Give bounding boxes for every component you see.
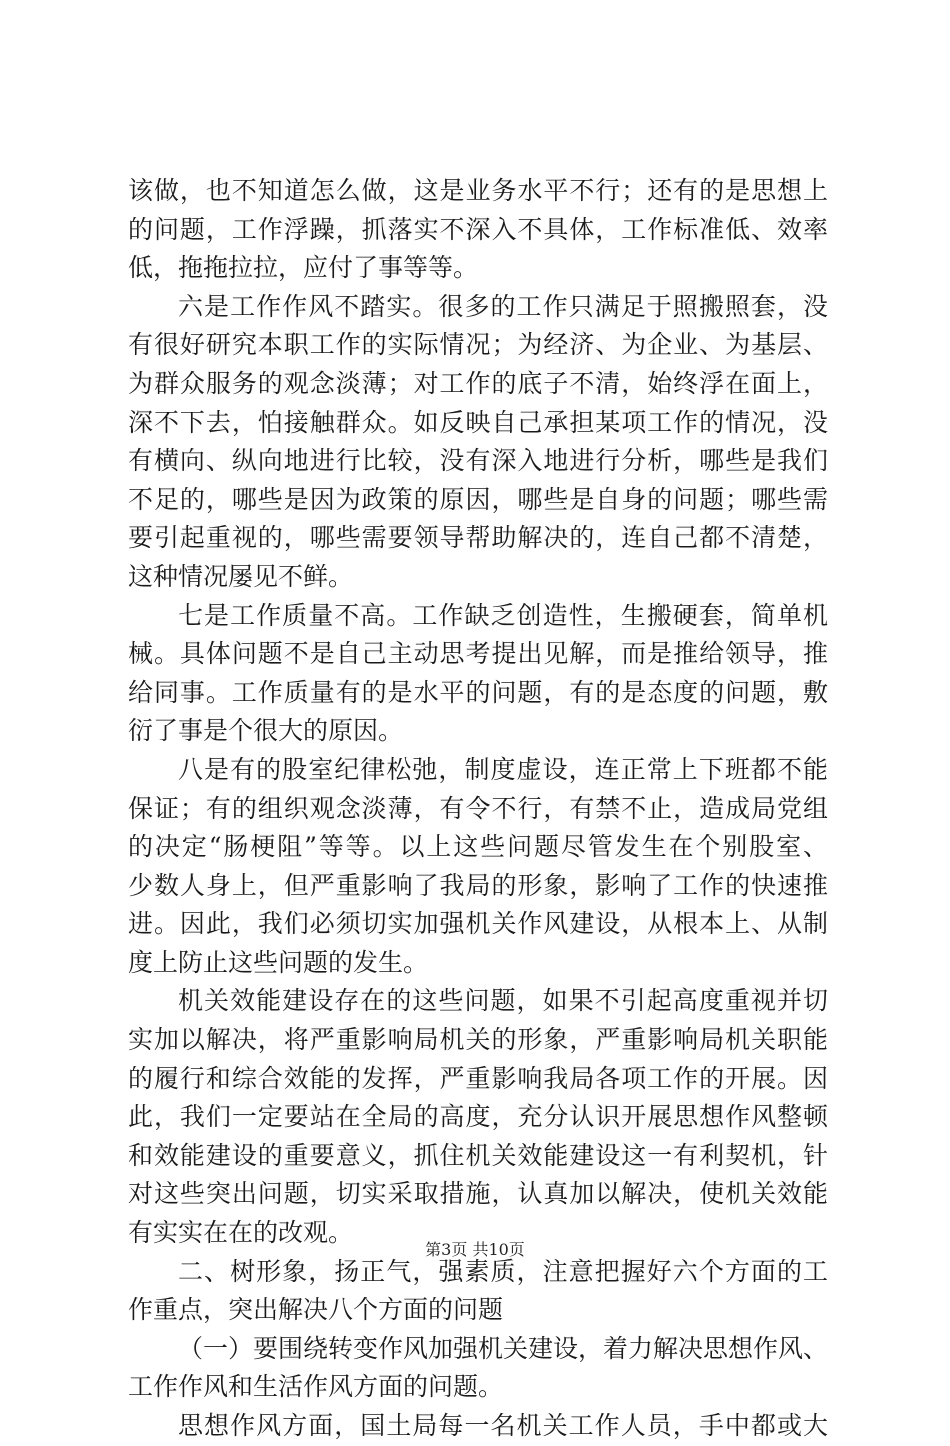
- text-line: 的问题，工作浮躁，抓落实不深入不具体，工作标准低、效率: [128, 214, 828, 244]
- text-line: 不足的，哪些是因为政策的原因，哪些是自身的问题；哪些需: [128, 484, 828, 514]
- text-line: 有横向、纵向地进行比较，没有深入地进行分析，哪些是我们: [128, 446, 828, 476]
- text-line: 衍了事是个很大的原因。: [128, 716, 404, 746]
- text-line: 此，我们一定要站在全局的高度，充分认识开展思想作风整顿: [128, 1102, 828, 1132]
- text-line: 保证；有的组织观念淡薄，有令不行，有禁不止，造成局党组: [128, 793, 828, 823]
- text-line: 机关效能建设存在的这些问题，如果不引起高度重视并切: [178, 986, 828, 1016]
- subsection-heading-line: （一）要围绕转变作风加强机关建设，着力解决思想作风、: [178, 1333, 829, 1363]
- text-line: 械。具体问题不是自己主动思考提出见解，而是推给领导，推: [128, 639, 828, 669]
- text-line: 实加以解决，将严重影响局机关的形象，严重影响局机关职能: [128, 1025, 828, 1055]
- text-line: 深不下去，怕接触群众。如反映自己承担某项工作的情况，没: [128, 407, 828, 437]
- text-line: 对这些突出问题，切实采取措施，认真加以解决，使机关效能: [128, 1179, 828, 1209]
- text-line: 这种情况屡见不鲜。: [128, 561, 354, 591]
- text-line: 少数人身上，但严重影响了我局的形象，影响了工作的快速推: [128, 870, 828, 900]
- text-line: 进。因此，我们必须切实加强机关作风建设，从根本上、从制: [128, 909, 828, 939]
- text-line: 有实实在在的改观。: [128, 1218, 354, 1248]
- text-line: 低，拖拖拉拉，应付了事等等。: [128, 253, 479, 283]
- section-heading-line: 作重点，突出解决八个方面的问题: [128, 1295, 504, 1325]
- text-line: 该做，也不知道怎么做，这是业务水平不行；还有的是思想上: [128, 176, 828, 205]
- text-line: 的履行和综合效能的发挥，严重影响我局各项工作的开展。因: [128, 1063, 828, 1093]
- text-line: 的决定“肠梗阻”等等。以上这些问题尽管发生在个别股室、: [128, 832, 828, 862]
- subsection-heading-line: 工作作风和生活作风方面的问题。: [128, 1372, 504, 1402]
- text-line: 为群众服务的观念淡薄；对工作的底子不清，始终浮在面上，: [128, 368, 828, 398]
- text-line: 思想作风方面，国土局每一名机关工作人员，手中都或大: [178, 1411, 828, 1440]
- text-line: 度上防止这些问题的发生。: [128, 947, 429, 977]
- text-line: 给同事。工作质量有的是水平的问题，有的是态度的问题，敷: [128, 677, 828, 707]
- text-line: 和效能建设的重要意义，抓住机关效能建设这一有利契机，针: [128, 1140, 828, 1170]
- text-line: 六是工作作风不踏实。很多的工作只满足于照搬照套，没: [178, 291, 828, 321]
- text-line: 七是工作质量不高。工作缺乏创造性，生搬硬套，简单机: [178, 600, 828, 630]
- text-line: 八是有的股室纪律松弛，制度虚设，连正常上下班都不能: [178, 754, 828, 784]
- section-heading-line: 二、树形象，扬正气，强素质，注意把握好六个方面的工: [178, 1256, 828, 1286]
- page-number-footer: 第3页 共10页: [425, 1240, 525, 1259]
- text-line: 要引起重视的，哪些需要领导帮助解决的，连自己都不清楚，: [128, 523, 828, 553]
- text-line: 有很好研究本职工作的实际情况；为经济、为企业、为基层、: [128, 330, 828, 360]
